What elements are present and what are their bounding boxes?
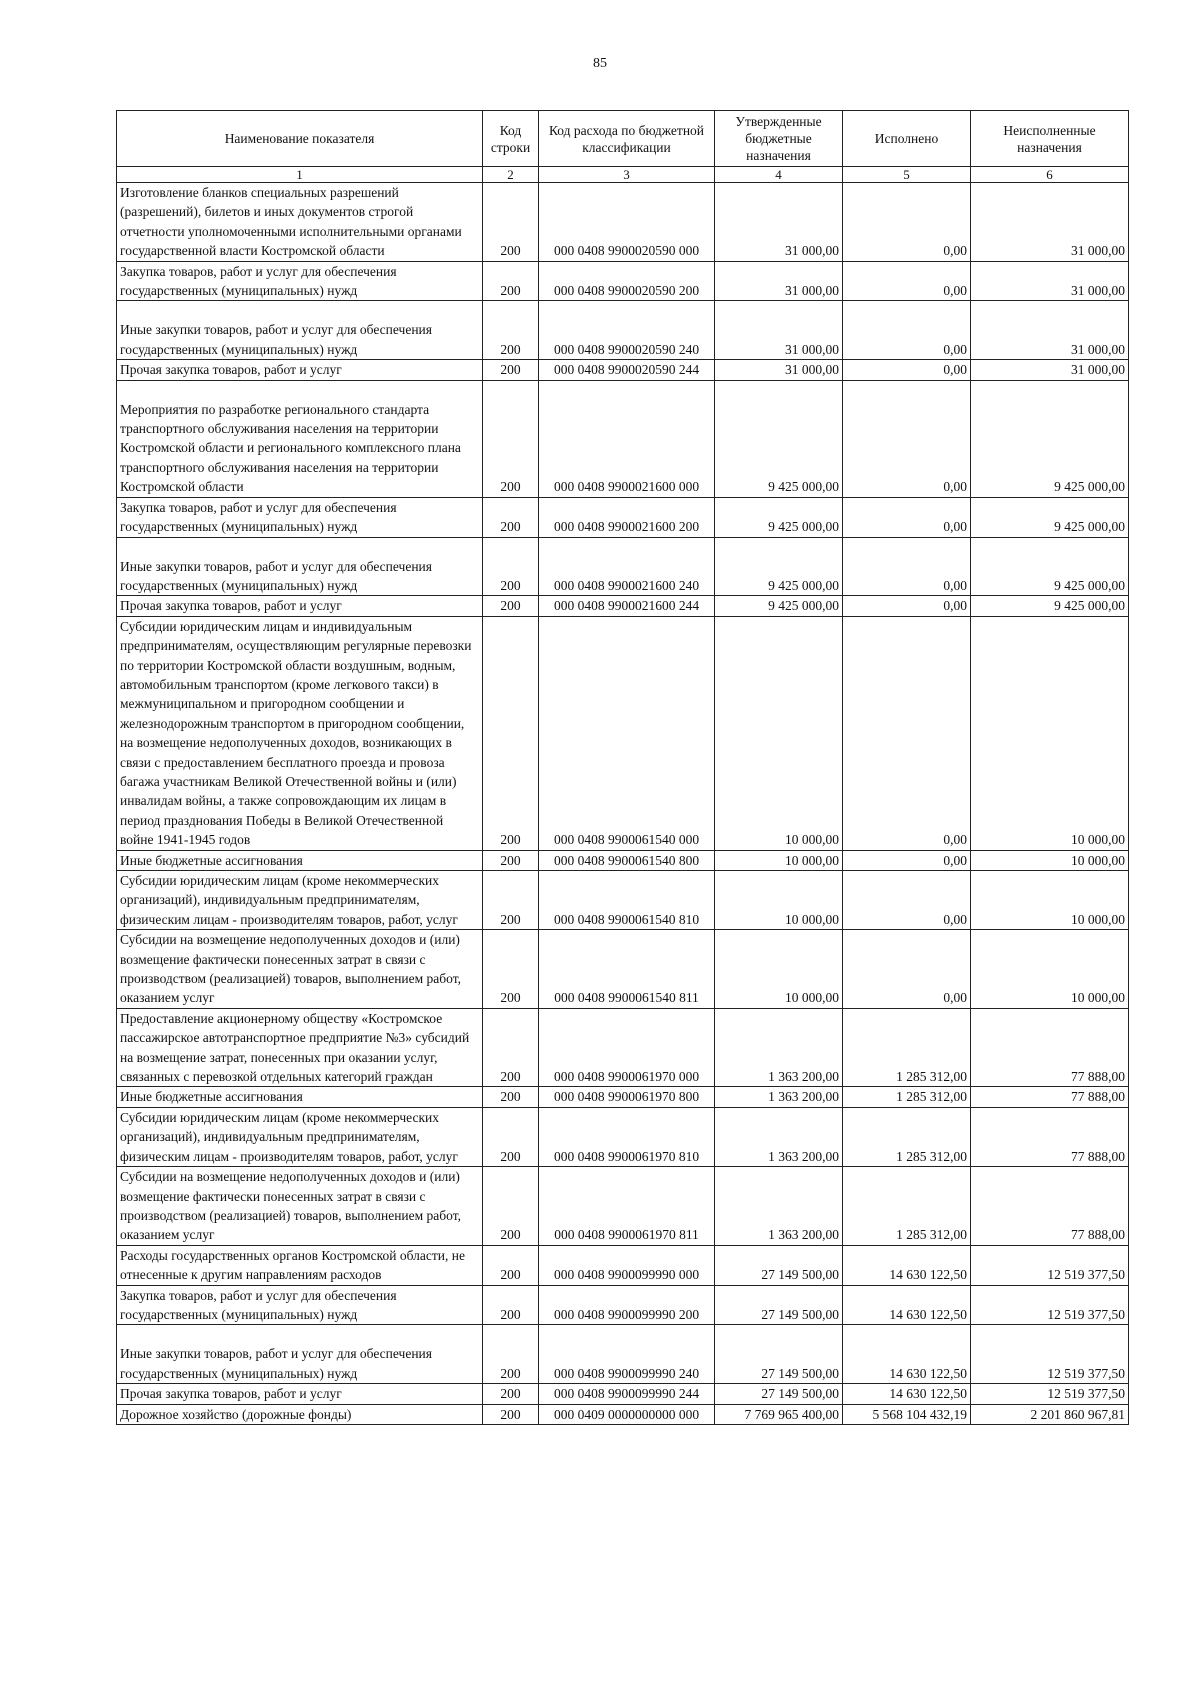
budget-code-cell: 000 0408 9900020590 244	[539, 360, 715, 380]
column-number: 1	[117, 167, 483, 183]
table-row	[117, 871, 1129, 930]
approved-amount-cell: 1 363 200,00	[715, 1107, 843, 1166]
approved-amount-cell: 31 000,00	[715, 261, 843, 301]
budget-report-table	[116, 110, 1129, 1425]
indicator-name-cell: Иные закупки товаров, работ и услуг для обеспечения государственных (муниципальных) нужд	[117, 1325, 483, 1384]
indicator-name-cell: Субсидии на возмещение недополученных доходов и (или) возмещение фактически понесенных затрат в связи с производством (реализацией) товаров, выполнением работ, оказанием услуг	[117, 1167, 483, 1246]
unexecuted-amount-cell: 9 425 000,00	[971, 596, 1129, 616]
executed-amount-cell: 1 285 312,00	[843, 1087, 971, 1107]
executed-amount-cell: 5 568 104 432,19	[843, 1404, 971, 1424]
budget-code-cell: 000 0408 9900061970 800	[539, 1087, 715, 1107]
table-row	[117, 301, 1129, 360]
header-unexecuted: Неисполненные назначения	[971, 111, 1129, 167]
budget-code-cell: 000 0408 9900061540 810	[539, 871, 715, 930]
executed-amount-cell: 0,00	[843, 537, 971, 596]
executed-amount-cell: 1 285 312,00	[843, 1167, 971, 1246]
table-row	[117, 1167, 1129, 1246]
line-code-cell: 200	[483, 537, 539, 596]
header-approved: Утвержденные бюджетные назначения	[715, 111, 843, 167]
budget-code-cell: 000 0408 9900021600 244	[539, 596, 715, 616]
approved-amount-cell: 31 000,00	[715, 301, 843, 360]
budget-code-cell: 000 0408 9900099990 200	[539, 1285, 715, 1325]
page-number: 85	[593, 56, 607, 71]
table-row	[117, 1285, 1129, 1325]
executed-amount-cell: 0,00	[843, 183, 971, 262]
table-row	[117, 497, 1129, 537]
executed-amount-cell: 0,00	[843, 380, 971, 497]
executed-amount-cell: 14 630 122,50	[843, 1245, 971, 1285]
line-code-cell: 200	[483, 930, 539, 1009]
unexecuted-amount-cell: 77 888,00	[971, 1087, 1129, 1107]
indicator-name-cell: Прочая закупка товаров, работ и услуг	[117, 360, 483, 380]
line-code-cell: 200	[483, 380, 539, 497]
indicator-name-cell: Дорожное хозяйство (дорожные фонды)	[117, 1404, 483, 1424]
indicator-name-cell: Субсидии юридическим лицам (кроме некоммерческих организаций), индивидуальным предпринимателям, физическим лицам - производителям товаров, работ, услуг	[117, 871, 483, 930]
indicator-name-cell: Иные закупки товаров, работ и услуг для обеспечения государственных (муниципальных) нужд	[117, 537, 483, 596]
executed-amount-cell: 0,00	[843, 261, 971, 301]
executed-amount-cell: 0,00	[843, 930, 971, 1009]
executed-amount-cell: 0,00	[843, 301, 971, 360]
table-row	[117, 616, 1129, 850]
line-code-cell: 200	[483, 1285, 539, 1325]
executed-amount-cell: 1 285 312,00	[843, 1008, 971, 1087]
line-code-cell: 200	[483, 1107, 539, 1166]
table-row	[117, 596, 1129, 616]
budget-code-cell: 000 0408 9900099990 000	[539, 1245, 715, 1285]
line-code-cell: 200	[483, 1167, 539, 1246]
unexecuted-amount-cell: 12 519 377,50	[971, 1245, 1129, 1285]
table-row	[117, 930, 1129, 1009]
unexecuted-amount-cell: 9 425 000,00	[971, 380, 1129, 497]
executed-amount-cell: 14 630 122,50	[843, 1285, 971, 1325]
budget-code-cell: 000 0408 9900099990 244	[539, 1384, 715, 1404]
executed-amount-cell: 1 285 312,00	[843, 1107, 971, 1166]
indicator-name-cell: Закупка товаров, работ и услуг для обеспечения государственных (муниципальных) нужд	[117, 1285, 483, 1325]
budget-code-cell: 000 0408 9900020590 240	[539, 301, 715, 360]
table-row	[117, 360, 1129, 380]
approved-amount-cell: 10 000,00	[715, 850, 843, 870]
line-code-cell: 200	[483, 616, 539, 850]
unexecuted-amount-cell: 31 000,00	[971, 301, 1129, 360]
executed-amount-cell: 0,00	[843, 596, 971, 616]
approved-amount-cell: 27 149 500,00	[715, 1325, 843, 1384]
executed-amount-cell: 14 630 122,50	[843, 1325, 971, 1384]
indicator-name-cell: Прочая закупка товаров, работ и услуг	[117, 596, 483, 616]
table-row	[117, 1008, 1129, 1087]
indicator-name-cell: Изготовление бланков специальных разрешений (разрешений), билетов и иных документов строгой отчетности уполномоченными исполнительными органами государственной власти Костромской области	[117, 183, 483, 262]
table-row	[117, 1087, 1129, 1107]
budget-code-cell: 000 0408 9900099990 240	[539, 1325, 715, 1384]
report-body	[117, 183, 1129, 1425]
column-number: 3	[539, 167, 715, 183]
indicator-name-cell: Закупка товаров, работ и услуг для обеспечения государственных (муниципальных) нужд	[117, 261, 483, 301]
column-number-row	[117, 167, 1129, 183]
executed-amount-cell: 0,00	[843, 360, 971, 380]
line-code-cell: 200	[483, 871, 539, 930]
header-name: Наименование показателя	[117, 111, 483, 167]
unexecuted-amount-cell: 31 000,00	[971, 360, 1129, 380]
executed-amount-cell: 0,00	[843, 850, 971, 870]
indicator-name-cell: Иные закупки товаров, работ и услуг для обеспечения государственных (муниципальных) нужд	[117, 301, 483, 360]
budget-code-cell: 000 0408 9900061970 811	[539, 1167, 715, 1246]
unexecuted-amount-cell: 10 000,00	[971, 616, 1129, 850]
column-number: 6	[971, 167, 1129, 183]
indicator-name-cell: Расходы государственных органов Костромской области, не отнесенные к другим направлениям расходов	[117, 1245, 483, 1285]
budget-code-cell: 000 0409 0000000000 000	[539, 1404, 715, 1424]
header-line-code: Код строки	[483, 111, 539, 167]
budget-code-cell: 000 0408 9900061970 000	[539, 1008, 715, 1087]
indicator-name-cell: Субсидии юридическим лицам и индивидуальным предпринимателям, осуществляющим регулярные перевозки по территории Костромской области воздушным, водным, автомобильным транспортом (кроме легкового такси) в межмуниципальном и пригородном сообщении и железнодорожным транспортом в пригородном сообщении, на возмещение недополученных доходов, возникающих в связи с предоставлением бесплатного проезда и провоза багажа участникам Великой Отечественной войны и (или) инвалидам войны, а также сопровождающим их лицам в период празднования Победы в Великой Отечественной войне 1941-1945 годов	[117, 616, 483, 850]
approved-amount-cell: 27 149 500,00	[715, 1285, 843, 1325]
unexecuted-amount-cell: 9 425 000,00	[971, 497, 1129, 537]
approved-amount-cell: 1 363 200,00	[715, 1008, 843, 1087]
line-code-cell: 200	[483, 1087, 539, 1107]
budget-code-cell: 000 0408 9900061540 800	[539, 850, 715, 870]
indicator-name-cell: Субсидии на возмещение недополученных доходов и (или) возмещение фактически понесенных затрат в связи с производством (реализацией) товаров, выполнением работ, оказанием услуг	[117, 930, 483, 1009]
executed-amount-cell: 14 630 122,50	[843, 1384, 971, 1404]
table-row	[117, 537, 1129, 596]
unexecuted-amount-cell: 10 000,00	[971, 930, 1129, 1009]
column-number: 5	[843, 167, 971, 183]
unexecuted-amount-cell: 10 000,00	[971, 850, 1129, 870]
header-row	[117, 111, 1129, 167]
line-code-cell: 200	[483, 1325, 539, 1384]
line-code-cell: 200	[483, 1404, 539, 1424]
unexecuted-amount-cell: 77 888,00	[971, 1167, 1129, 1246]
indicator-name-cell: Иные бюджетные ассигнования	[117, 1087, 483, 1107]
table-row	[117, 261, 1129, 301]
approved-amount-cell: 31 000,00	[715, 360, 843, 380]
line-code-cell: 200	[483, 596, 539, 616]
table-row	[117, 183, 1129, 262]
unexecuted-amount-cell: 12 519 377,50	[971, 1325, 1129, 1384]
table-row	[117, 1107, 1129, 1166]
approved-amount-cell: 31 000,00	[715, 183, 843, 262]
header-budget-code: Код расхода по бюджетной классификации	[539, 111, 715, 167]
unexecuted-amount-cell: 12 519 377,50	[971, 1285, 1129, 1325]
table-row	[117, 850, 1129, 870]
approved-amount-cell: 1 363 200,00	[715, 1167, 843, 1246]
indicator-name-cell: Прочая закупка товаров, работ и услуг	[117, 1384, 483, 1404]
approved-amount-cell: 9 425 000,00	[715, 537, 843, 596]
unexecuted-amount-cell: 12 519 377,50	[971, 1384, 1129, 1404]
line-code-cell: 200	[483, 360, 539, 380]
budget-code-cell: 000 0408 9900020590 200	[539, 261, 715, 301]
line-code-cell: 200	[483, 261, 539, 301]
column-number: 2	[483, 167, 539, 183]
executed-amount-cell: 0,00	[843, 616, 971, 850]
unexecuted-amount-cell: 31 000,00	[971, 183, 1129, 262]
line-code-cell: 200	[483, 301, 539, 360]
approved-amount-cell: 10 000,00	[715, 930, 843, 1009]
header-executed: Исполнено	[843, 111, 971, 167]
budget-code-cell: 000 0408 9900061540 000	[539, 616, 715, 850]
line-code-cell: 200	[483, 497, 539, 537]
approved-amount-cell: 10 000,00	[715, 616, 843, 850]
indicator-name-cell: Мероприятия по разработке регионального стандарта транспортного обслуживания населения на территории Костромской области и регионального комплексного плана транспортного обслуживания населения на территории Костромской области	[117, 380, 483, 497]
column-number: 4	[715, 167, 843, 183]
approved-amount-cell: 1 363 200,00	[715, 1087, 843, 1107]
line-code-cell: 200	[483, 183, 539, 262]
unexecuted-amount-cell: 9 425 000,00	[971, 537, 1129, 596]
approved-amount-cell: 10 000,00	[715, 871, 843, 930]
table-row	[117, 1404, 1129, 1424]
indicator-name-cell: Предоставление акционерному обществу «Костромское пассажирское автотранспортное предприятие №3» субсидий на возмещение затрат, понесенных при оказании услуг, связанных с перевозкой отдельных категорий граждан	[117, 1008, 483, 1087]
approved-amount-cell: 9 425 000,00	[715, 380, 843, 497]
unexecuted-amount-cell: 77 888,00	[971, 1008, 1129, 1087]
approved-amount-cell: 27 149 500,00	[715, 1384, 843, 1404]
table-row	[117, 1384, 1129, 1404]
table-row	[117, 1325, 1129, 1384]
line-code-cell: 200	[483, 850, 539, 870]
unexecuted-amount-cell: 77 888,00	[971, 1107, 1129, 1166]
indicator-name-cell: Субсидии юридическим лицам (кроме некоммерческих организаций), индивидуальным предпринимателям, физическим лицам - производителям товаров, работ, услуг	[117, 1107, 483, 1166]
indicator-name-cell: Иные бюджетные ассигнования	[117, 850, 483, 870]
line-code-cell: 200	[483, 1245, 539, 1285]
budget-code-cell: 000 0408 9900061970 810	[539, 1107, 715, 1166]
line-code-cell: 200	[483, 1384, 539, 1404]
indicator-name-cell: Закупка товаров, работ и услуг для обеспечения государственных (муниципальных) нужд	[117, 497, 483, 537]
budget-code-cell: 000 0408 9900021600 240	[539, 537, 715, 596]
table-row	[117, 1245, 1129, 1285]
executed-amount-cell: 0,00	[843, 871, 971, 930]
line-code-cell: 200	[483, 1008, 539, 1087]
approved-amount-cell: 9 425 000,00	[715, 596, 843, 616]
budget-code-cell: 000 0408 9900021600 200	[539, 497, 715, 537]
budget-code-cell: 000 0408 9900021600 000	[539, 380, 715, 497]
approved-amount-cell: 7 769 965 400,00	[715, 1404, 843, 1424]
table-row	[117, 380, 1129, 497]
executed-amount-cell: 0,00	[843, 497, 971, 537]
unexecuted-amount-cell: 31 000,00	[971, 261, 1129, 301]
budget-code-cell: 000 0408 9900020590 000	[539, 183, 715, 262]
approved-amount-cell: 27 149 500,00	[715, 1245, 843, 1285]
unexecuted-amount-cell: 10 000,00	[971, 871, 1129, 930]
approved-amount-cell: 9 425 000,00	[715, 497, 843, 537]
budget-code-cell: 000 0408 9900061540 811	[539, 930, 715, 1009]
unexecuted-amount-cell: 2 201 860 967,81	[971, 1404, 1129, 1424]
